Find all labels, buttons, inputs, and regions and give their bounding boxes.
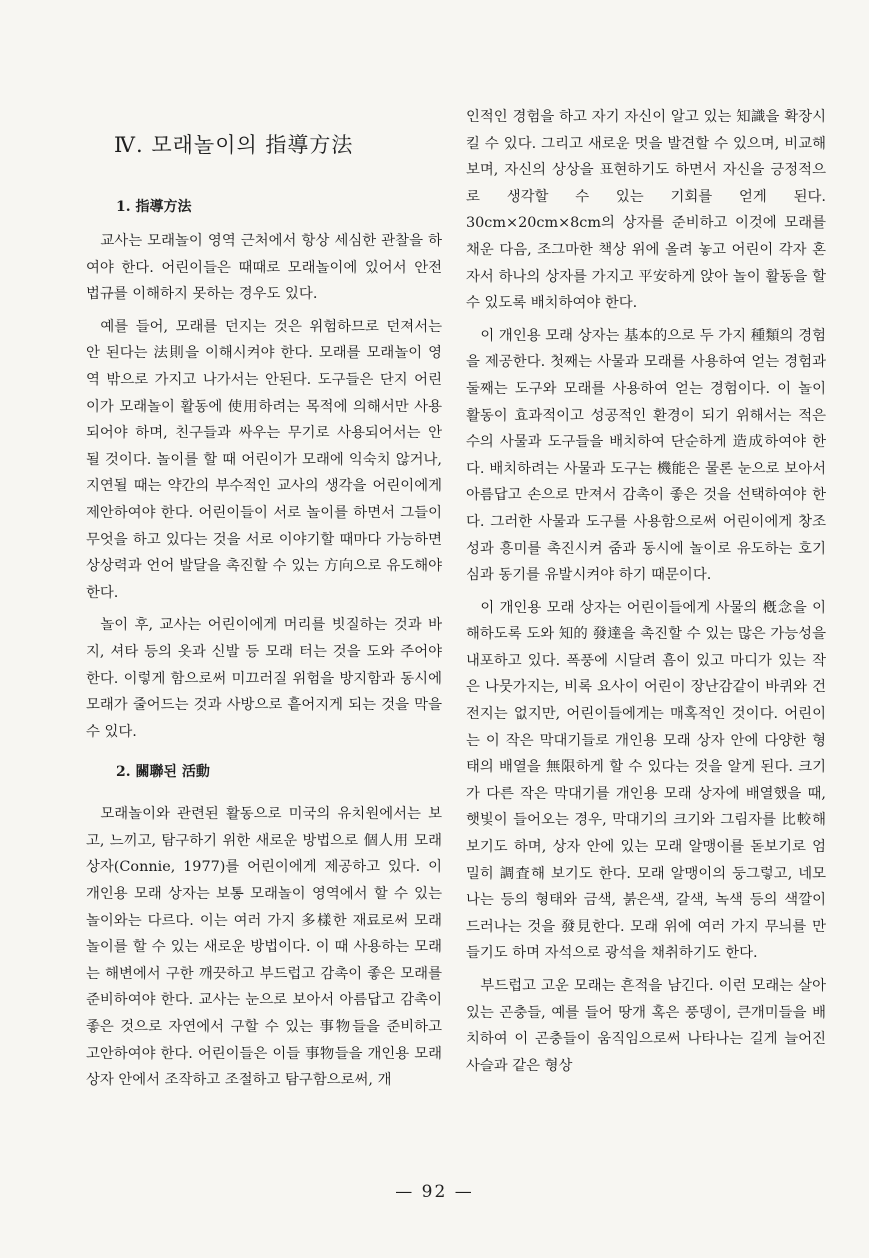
left-column — [86, 100, 442, 1094]
paragraph: 인적인 경험을 하고 자기 자신이 알고 있는 知識을 확장시킬 수 있다. 그리고 새로운 멋을 발견할 수 있으며, 비교해 보며, 자신의 상상을 표현하기도 하면서 자신을 긍정적으로 생각할 수 있는 기회를 얻게 된다. 30cm×20cm×8cm의 상자를 준비하고 이것에 모래를 채운 다음, 조그마한 책상 위에 올려 놓고 어린이 각자 혼자서 하나의 상자를 가지고 平安하게 앉아 놀이 활동을 할 수 있도록 배치하여야 한다. — [466, 109, 826, 312]
section-title: Ⅳ. 모래놀이의 指導方法 — [114, 133, 354, 157]
paragraph: 교사는 모래놀이 영역 근처에서 항상 세심한 관찰을 하여야 한다. 어린이들은 때때로 모래놀이에 있어서 안전 법규를 이해하지 못하는 경우도 있다. — [86, 233, 442, 303]
paragraph: 이 개인용 모래 상자는 어린이들에게 사물의 槪念을 이해하도록 도와 知的 發達을 촉진할 수 있는 많은 가능성을 내포하고 있다. 폭풍에 시달려 흠이 있고 마디가 있는 작은 나뭇가지는, 비록 요사이 어린이 장난감같이 바퀴와 건전지는 없지만, 어린이들에게는 매혹적인 것이다. 어린이는 이 작은 막대기들로 개인용 모래 상자 안에 다양한 형태의 배열을 無限하게 할 수 있다는 것을 알게 된다. 크기가 다른 작은 막대기를 개인용 모래 상자에 배열했을 때, 햇빛이 들어오는 경우, 막대기의 크기와 그림자를 比較해 보기도 하며, 상자 안에 있는 모래 알맹이를 돋보기로 엄밀히 調査해 보기도 한다. 모래 알맹이의 둥그렇고, 네모나는 등의 형태와 금색, 붉은색, 갈색, 녹색 등의 색깔이 드러나는 것을 發見한다. 모래 위에 여러 가지 무늬를 만들기도 하며 자석으로 광석을 채취하기도 한다. — [466, 599, 826, 962]
right-column — [466, 104, 826, 1079]
paragraph: 부드럽고 고운 모래는 흔적을 남긴다. 이런 모래는 살아 있는 곤충들, 예를 들어 땅개 혹은 풍뎅이, 큰개미들을 배치하여 이 곤충들이 움직임으로써 나타나는 길게 늘어진 사슬과 같은 형상 — [466, 978, 826, 1074]
paragraph: 놀이 후, 교사는 어린이에게 머리를 빗질하는 것과 바지, 셔타 등의 옷과 신발 등 모래 터는 것을 도와 주어야 한다. 이렇게 함으로써 미끄러질 위험을 방지함과 동시에 모래가 줄어드는 것과 사방으로 흩어지게 되는 것을 막을 수 있다. — [86, 617, 442, 740]
page-number: — 92 — — [395, 1182, 474, 1202]
paragraph: 모래놀이와 관련된 활동으로 미국의 유치원에서는 보고, 느끼고, 탐구하기 위한 새로운 방법으로 個人用 모래 상자(Connie, 1977)를 어린이에게 제공하고 있다. 이 개인용 모래 상자는 보통 모래놀이 영역에서 할 수 있는 놀이와는 다르다. 이는 여러 가지 多樣한 재료로써 모래놀이를 할 수 있는 새로운 방법이다. 이 때 사용하는 모래는 해변에서 구한 깨끗하고 부드럽고 감촉이 좋은 모래를 준비하여야 한다. 교사는 눈으로 보아서 아름답고 감촉이 좋은 것으로 자연에서 구할 수 있는 事物들을 준비하고 고안하여야 한다. 어린이들은 이들 事物들을 개인용 모래상자 안에서 조작하고 조절하고 탐구함으로써, 개 — [86, 806, 442, 1089]
paragraph: 이 개인용 모래 상자는 基本的으로 두 가지 種類의 경험을 제공한다. 첫째는 사물과 모래를 사용하여 얻는 경험과 둘째는 도구와 모래를 사용하여 얻는 경험이다. 이 놀이 활동이 효과적이고 성공적인 환경이 되기 위해서는 적은 수의 사물과 도구들을 배치하여 단순하게 造成하여야 한다. 배치하려는 사물과 도구는 機能은 물론 눈으로 보아서 아름답고 손으로 만져서 감촉이 좋은 것을 선택하여야 한다. 그러한 사물과 도구를 사용함으로써 어린이에게 창조성과 흥미를 촉진시켜 줌과 동시에 놀이로 유도하는 호기심과 동기를 유발시켜야 하기 때문이다. — [466, 327, 826, 584]
subsection-title-2: 2. 關聯된 活動 — [116, 764, 210, 781]
paragraph: 예를 들어, 모래를 던지는 것은 위험하므로 던져서는 안 된다는 法則을 이해시켜야 한다. 모래를 모래놀이 영역 밖으로 가지고 나가서는 안된다. 도구들은 단지 어린이가 모래놀이 활동에 使用하려는 목적에 의해서만 사용되어야 하며, 친구들과 싸우는 무기로 사용되어서는 안 될 것이다. 놀이를 할 때 어린이가 모래에 익숙치 않거나, 지연될 때는 약간의 부수적인 교사의 생각을 어린이에게 제안하여야 한다. 어린이들이 서로 놀이를 하면서 그들이 무엇을 하고 있다는 것을 서로 이야기할 때마다 가능하면 상상력과 언어 발달을 촉진할 수 있는 方向으로 유도해야 한다. — [86, 318, 442, 601]
subsection-title-1: 1. 指導方法 — [116, 199, 192, 215]
